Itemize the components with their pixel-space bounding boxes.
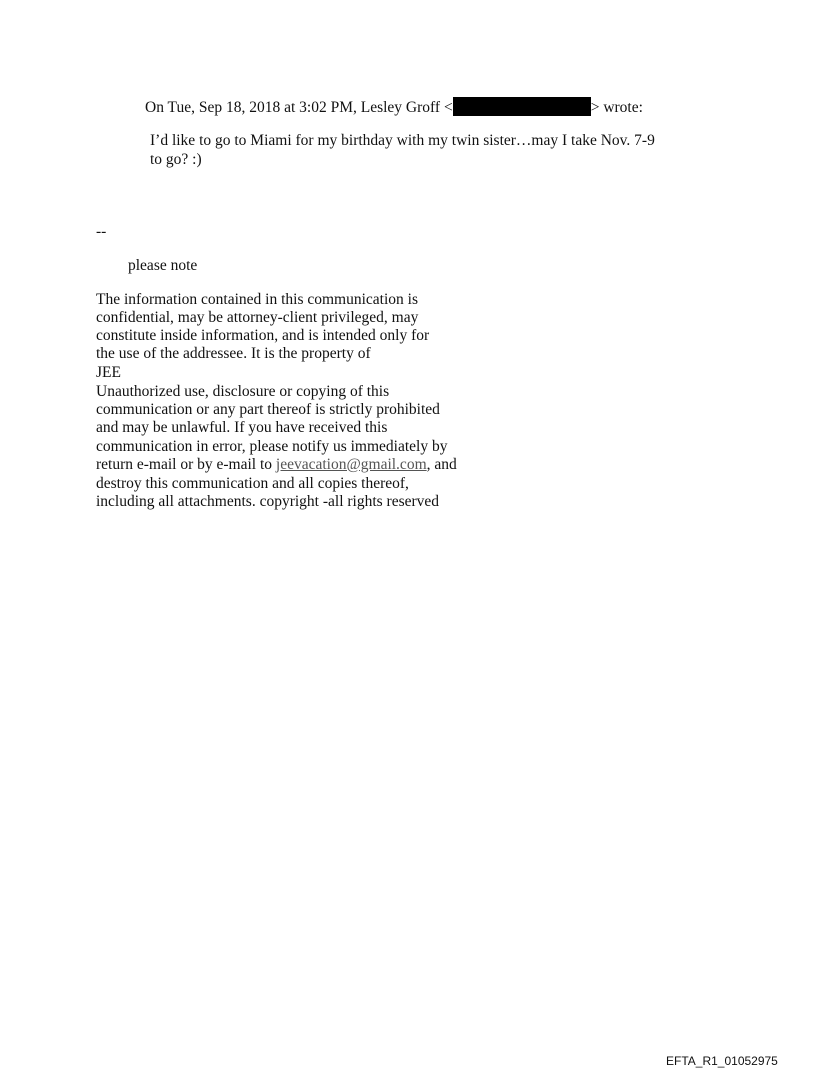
redacted-email-block <box>453 97 591 116</box>
email-link[interactable]: jeevacation@gmail.com <box>275 456 427 473</box>
disclaimer-email-suffix: , and <box>426 456 457 473</box>
disclaimer-email-line <box>96 456 457 474</box>
disclaimer-line: constitute inside information, and is intended only for <box>96 327 430 344</box>
document-id: EFTA_R1_01052975 <box>666 1054 778 1068</box>
disclaimer-line: The information contained in this communication is <box>96 291 418 308</box>
disclaimer-line: communication or any part thereof is strictly prohibited <box>96 401 440 418</box>
disclaimer-line: Unauthorized use, disclosure or copying of this <box>96 383 390 400</box>
signature-separator: -- <box>96 223 107 240</box>
quote-header <box>145 97 643 117</box>
disclaimer-line: communication in error, please notify us immediately by <box>96 438 448 455</box>
signature-note: please note <box>128 257 198 274</box>
disclaimer-line: destroy this communication and all copies thereof, <box>96 475 409 492</box>
quote-header-prefix: On Tue, Sep 18, 2018 at 3:02 PM, Lesley Groff < <box>145 99 453 116</box>
quoted-message-line-1: I’d like to go to Miami for my birthday with my twin sister…may I take Nov. 7-9 <box>150 132 655 149</box>
disclaimer-line: and may be unlawful. If you have received this <box>96 419 388 436</box>
disclaimer-line: including all attachments. copyright -all rights reserved <box>96 493 440 510</box>
disclaimer-line: JEE <box>96 364 121 381</box>
quoted-message-line-2: to go? :) <box>150 151 202 168</box>
disclaimer-line: the use of the addressee. It is the property of <box>96 345 371 362</box>
disclaimer-line: confidential, may be attorney-client privileged, may <box>96 309 419 326</box>
disclaimer-email-prefix: return e-mail or by e-mail to <box>96 456 276 473</box>
quote-header-suffix: > wrote: <box>590 99 643 116</box>
